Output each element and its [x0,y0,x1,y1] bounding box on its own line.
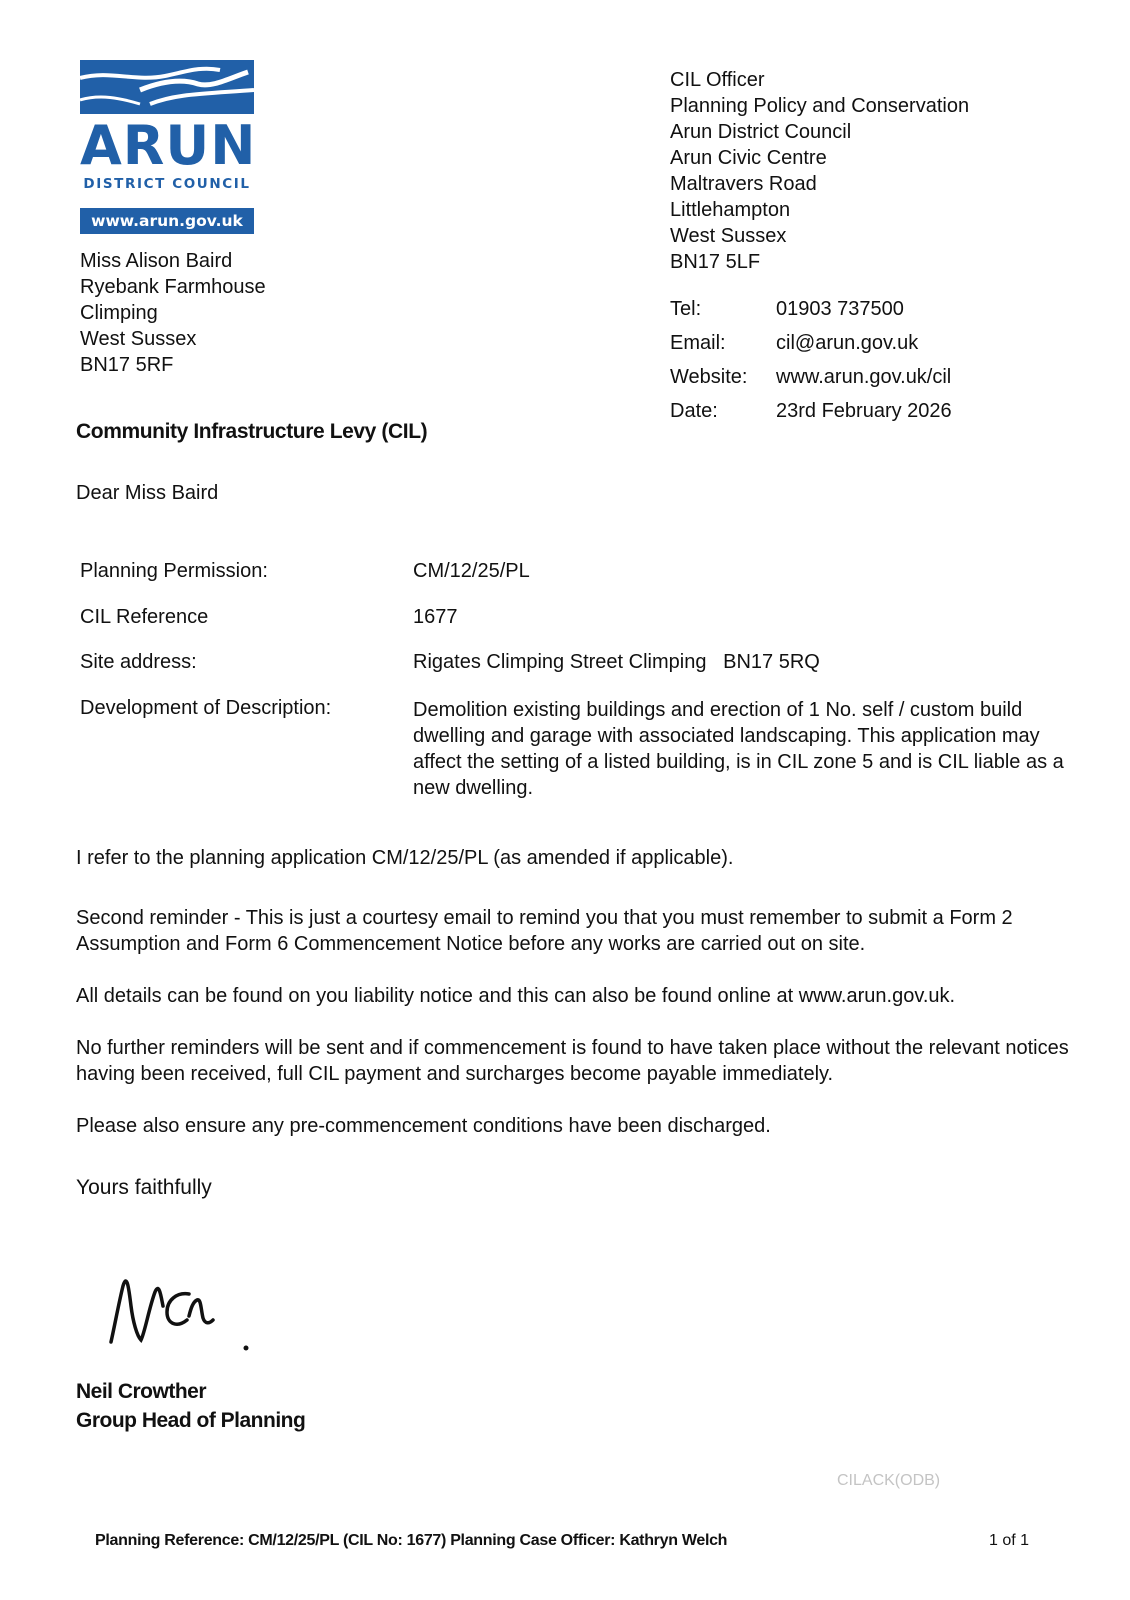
sender-line: Arun District Council [670,121,852,143]
contact-value: 01903 737500 [776,298,904,320]
body-paragraph: Second reminder - This is just a courtesy email to remind you that you must remember to submit a Form 2 Assumption and Form 6 Commencement Notice before any works are carried out on site. [76,907,1013,955]
signer-title: Group Head of Planning [76,1409,306,1432]
detail-value: 1677 [413,606,458,628]
recipient-line: Miss Alison Baird [80,250,233,272]
detail-value: CM/12/25/PL [413,560,530,582]
logo-subtitle: DISTRICT COUNCIL [83,176,251,192]
body-paragraph: All details can be found on you liability notice and this can also be found online at www.arun.gov.uk. [76,985,956,1007]
sender-line: Arun Civic Centre [670,147,827,169]
sender-line: BN17 5LF [670,251,761,273]
logo-url: www.arun.gov.uk [80,208,254,234]
salutation: Dear Miss Baird [76,482,219,504]
detail-label: CIL Reference [80,606,209,628]
page-number: 1 of 1 [989,1532,1030,1549]
handwritten-signature [105,1262,265,1368]
detail-value: Rigates Climping Street Climping BN17 5RQ [413,651,820,673]
contact-label: Website: [670,366,748,388]
sender-address [670,67,969,275]
council-logo [80,60,257,234]
recipient-line: Climping [80,302,158,324]
detail-label: Development of Description: [80,697,332,719]
sender-line: Planning Policy and Conservation [670,95,970,117]
contact-value: cil@arun.gov.uk [776,332,919,354]
body-paragraph: No further reminders will be sent and if commencement is found to have taken place without the relevant notices having been received, full CIL payment and surcharges become payable immediately. [76,1037,1069,1085]
recipient-address [80,248,266,378]
signoff: Yours faithfully [76,1176,212,1199]
contact-value: 23rd February 2026 [776,400,952,422]
contact-value: www.arun.gov.uk/cil [776,366,952,388]
signer-name: Neil Crowther [76,1380,207,1403]
contact-label: Tel: [670,298,702,320]
detail-label: Site address: [80,651,197,673]
sender-line: Littlehampton [670,199,791,221]
letter-subject: Community Infrastructure Levy (CIL) [76,420,428,443]
recipient-line: West Sussex [80,328,197,350]
recipient-line: Ryebank Farmhouse [80,276,266,298]
contact-label: Date: [670,400,718,422]
sender-line: Maltravers Road [670,173,817,195]
recipient-line: BN17 5RF [80,354,174,376]
footer-reference: Planning Reference: CM/12/25/PL (CIL No: 1677) Planning Case Officer: Kathryn Welch [95,1532,728,1549]
detail-label: Planning Permission: [80,560,268,582]
logo-wordmark: ARUN [80,114,257,177]
document-code: CILACK(ODB) [837,1472,941,1489]
body-paragraph: Please also ensure any pre-commencement conditions have been discharged. [76,1115,771,1137]
development-description: Demolition existing buildings and erection of 1 No. self / custom build dwelling and garage with associated landscaping. This application may affect the setting of a listed building, is in CIL zone 5 and is CIL liable as a new dwelling. [413,699,1064,799]
sender-line: West Sussex [670,225,787,247]
contact-label: Email: [670,332,726,354]
body-paragraph: I refer to the planning application CM/12/25/PL (as amended if applicable). [76,847,734,869]
logo-bird-icon [80,60,254,114]
sender-line: CIL Officer [670,69,765,91]
